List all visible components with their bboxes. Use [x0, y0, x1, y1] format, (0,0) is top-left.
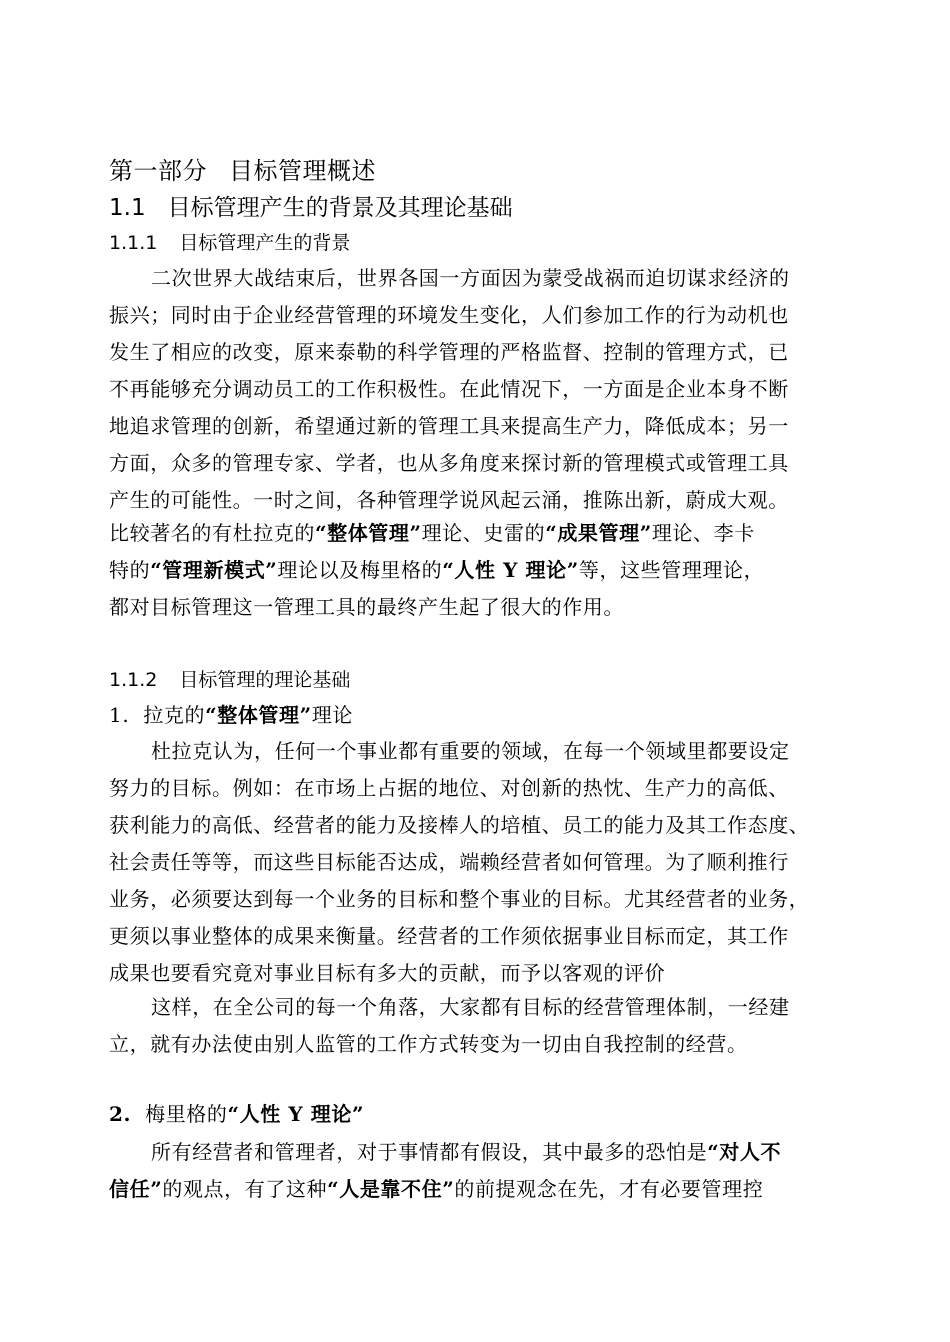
paragraph-line: 业务，必须要达到每一个业务的目标和整个事业的目标。尤其经营者的业务， [109, 887, 810, 911]
text-run: 的前提观念在先，才有必要管理控 [454, 1177, 764, 1201]
section-1-1-2-heading [109, 665, 849, 695]
paragraph-line [109, 552, 849, 589]
paragraph-line: 振兴；同时由于企业经营管理的环境发生变化，人们参加工作的行为动机也 [109, 303, 789, 327]
emphasis-text: “成果管理” [545, 521, 652, 545]
paragraph-line: 杜拉克认为，任何一个事业都有重要的领域，在每一个领域里都要设定 [151, 739, 790, 763]
paragraph-line [109, 1134, 891, 1171]
emphasis-text: “人性 Y 理论” [442, 558, 579, 582]
paragraph-line: 产生的可能性。一时之间，各种管理学说风起云涌，推陈出新，蔚成大观。 [109, 488, 789, 512]
text-run: 理论、史雷的 [421, 521, 546, 545]
list-item-number: 1. [109, 703, 130, 727]
text-run: 所有经营者和管理者，对于事情都有假设，其中最多的恐怕是 [151, 1140, 708, 1164]
text-run: 理论、李卡 [651, 521, 755, 545]
emphasis-text: “整体管理” [315, 521, 422, 545]
paragraph-line: 获利能力的高低、经营者的能力及接棒人的培植、员工的能力及其工作态度、 [109, 813, 810, 837]
text-run: 的观点，有了这种 [162, 1177, 328, 1201]
paragraph-line: 更须以事业整体的成果来衡量。经营者的工作须依据事业目标而定，其工作 [109, 924, 789, 948]
paragraph-line: 不再能够充分调动员工的工作积极性。在此情况下，一方面是企业本身不断 [109, 377, 789, 401]
list-item-1-heading [109, 697, 849, 734]
emphasis-text: “整体管理” [205, 703, 312, 727]
paragraph-line: 地追求管理的创新，希望通过新的管理工具来提高生产力，降低成本；另一 [109, 414, 789, 438]
part-title [109, 154, 849, 188]
section-1-1-2-title: 目标管理的理论基础 [179, 669, 351, 691]
text-run: 理论以及梅里格的 [277, 558, 443, 582]
paragraph-line: 立，就有办法使由别人监管的工作方式转变为一切由自我控制的经营。 [109, 1032, 748, 1056]
section-1-1-2-number: 1.1.2 [109, 669, 158, 691]
text-run: 梅里格的 [145, 1102, 228, 1126]
paragraph-line: 发生了相应的改变，原来泰勒的科学管理的严格监督、控制的管理方式，已 [109, 340, 789, 364]
list-item-2-heading [109, 1096, 849, 1133]
paragraph-line [109, 515, 849, 552]
section-1-1-1-number: 1.1.1 [109, 232, 158, 254]
paragraph-line: 方面，众多的管理专家、学者，也从多角度来探讨新的管理模式或管理工具 [109, 451, 789, 475]
paragraph-line: 努力的目标。例如：在市场上占据的地位、对创新的热忱、生产力的高低、 [109, 776, 789, 800]
part-title-text: 目标管理概述 [229, 157, 376, 185]
paragraph-line: 成果也要看究竟对事业目标有多大的贡献，而予以客观的评价 [109, 961, 666, 985]
section-1-1-number: 1.1 [109, 195, 146, 221]
section-1-1-heading [109, 191, 849, 225]
paragraph-line [109, 1171, 849, 1208]
section-1-1-title: 目标管理产生的背景及其理论基础 [167, 195, 513, 221]
paragraph-line: 都对目标管理这一管理工具的最终产生起了很大的作用。 [109, 595, 624, 619]
text-run: 理论 [311, 703, 353, 727]
text-run: 拉克的 [143, 703, 206, 727]
paragraph-line: 这样，在全公司的每一个角落，大家都有目标的经营管理体制，一经建 [151, 995, 790, 1019]
section-1-1-1-heading [109, 228, 849, 258]
emphasis-text: 信任” [109, 1177, 163, 1201]
emphasis-text: “管理新模式” [150, 558, 278, 582]
text-run: 等，这些管理理论， [578, 558, 765, 582]
text-run: 特的 [109, 558, 151, 582]
section-1-1-1-title: 目标管理产生的背景 [179, 232, 351, 254]
list-item-number: 2. [109, 1102, 132, 1126]
emphasis-text: “对人不 [707, 1140, 782, 1164]
paragraph-line: 二次世界大战结束后，世界各国一方面因为蒙受战祸而迫切谋求经济的 [151, 266, 790, 290]
emphasis-text: “人性 Y 理论” [227, 1102, 365, 1126]
part-number: 第一部分 [109, 157, 207, 185]
emphasis-text: “人是靠不住” [327, 1177, 455, 1201]
paragraph-line: 社会责任等等，而这些目标能否达成，端赖经营者如何管理。为了顺利推行 [109, 850, 789, 874]
text-run: 比较著名的有杜拉克的 [109, 521, 315, 545]
